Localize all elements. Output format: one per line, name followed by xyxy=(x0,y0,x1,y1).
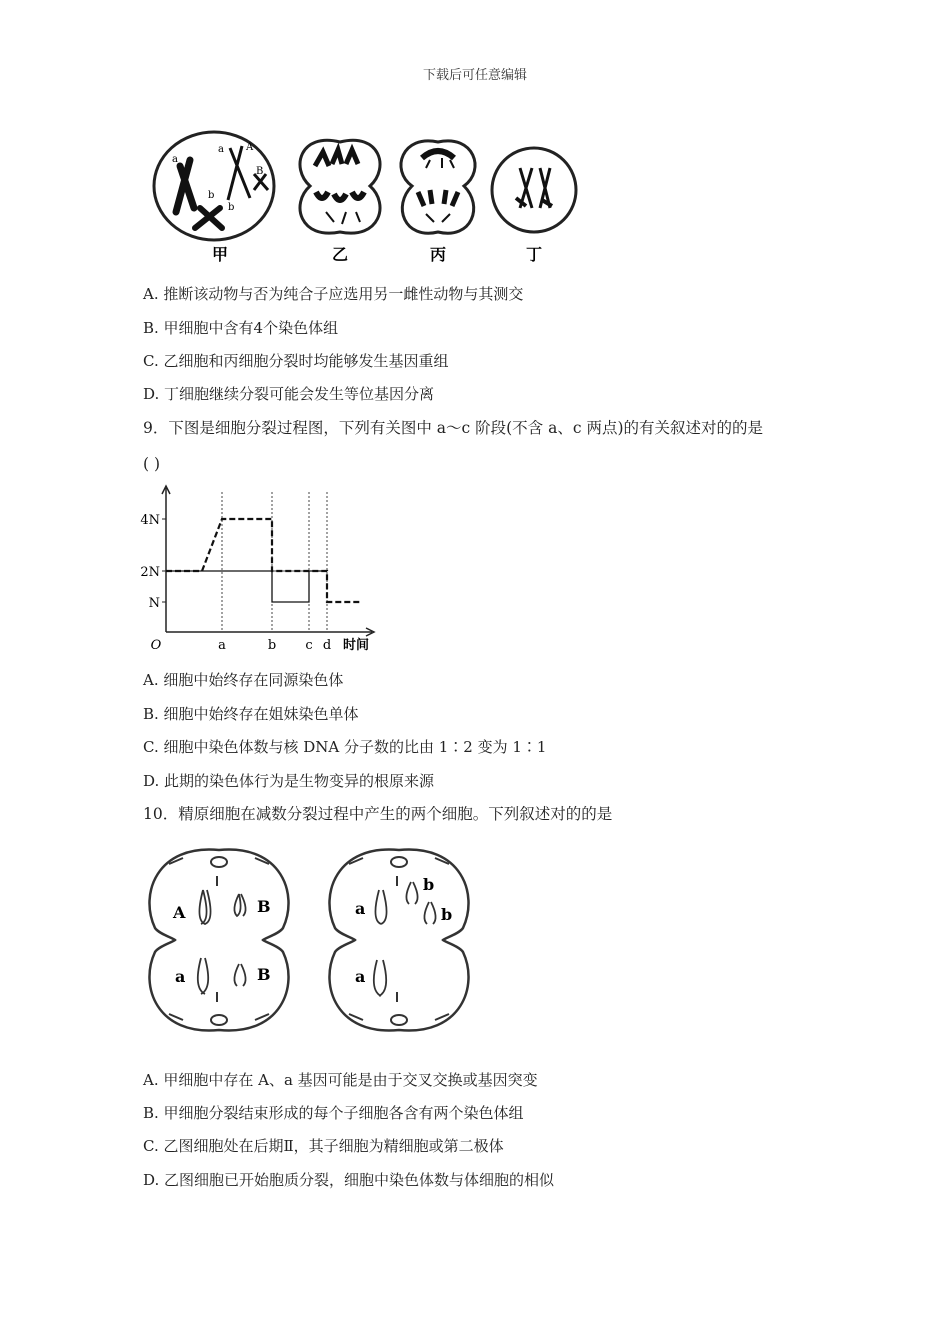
gene-label: b xyxy=(441,905,453,924)
x-tick-label: b xyxy=(267,638,277,653)
q10-stem: 10．精原细胞在减数分裂过程中产生的两个细胞。下列叙述对的的是 xyxy=(143,805,613,823)
q10-option-a: A. 甲细胞中存在 A、a 基因可能是由于交叉交换或基因突变 xyxy=(143,1071,538,1089)
cell-label-ding: 丁 xyxy=(525,245,543,264)
gene-label: b xyxy=(423,875,435,894)
cell-yi xyxy=(300,140,380,233)
x-tick-label: 时间 xyxy=(342,638,370,653)
q9-option-a: A. 细胞中始终存在同源染色体 xyxy=(143,671,344,689)
cell-label-bing: 丙 xyxy=(429,245,447,264)
gene-label: B xyxy=(257,965,271,984)
q10-option-b: B. 甲细胞分裂结束形成的每个子细胞各含有两个染色体组 xyxy=(143,1104,524,1122)
q9-paren: ( ) xyxy=(143,455,161,473)
x-tick-label: d xyxy=(322,638,332,653)
page-header: 下载后可任意编辑 xyxy=(422,68,527,83)
q9-option-b: B. 细胞中始终存在姐妹染色单体 xyxy=(143,705,359,723)
q8-option-c: C. 乙细胞和丙细胞分裂时均能够发生基因重组 xyxy=(143,352,449,370)
gene-label: a xyxy=(355,899,366,918)
gene-label: A xyxy=(246,142,254,153)
cell-jia xyxy=(154,132,274,240)
q10-option-c: C. 乙图细胞处在后期Ⅱ，其子细胞为精细胞或第二极体 xyxy=(143,1137,504,1155)
cell-2 xyxy=(329,850,468,1031)
cell-1 xyxy=(149,850,288,1031)
gene-label: a xyxy=(355,967,366,986)
q8-option-a: A. 推断该动物与否为纯合子应选用另一雌性动物与其测交 xyxy=(143,285,524,303)
cell-label-yi: 乙 xyxy=(331,245,349,264)
gene-label: B xyxy=(256,166,264,177)
gene-label: a xyxy=(175,967,186,986)
q8-option-b: B. 甲细胞中含有4个染色体组 xyxy=(143,319,339,337)
q9-stem: 9．下图是细胞分裂过程图，下列有关图中 a～c 阶段(不含 a、c 两点)的有关叙述对的的是 xyxy=(143,419,764,437)
q9-option-d: D. 此期的染色体行为是生物变异的根原来源 xyxy=(143,772,435,790)
x-tick-label: c xyxy=(305,638,313,653)
y-tick-label: 2N xyxy=(140,565,160,580)
cell-label-jia: 甲 xyxy=(211,245,229,264)
gene-label: b xyxy=(208,190,215,201)
q8-option-d: D. 丁细胞继续分裂可能会发生等位基因分离 xyxy=(143,385,435,403)
q10-option-d: D. 乙图细胞已开始胞质分裂，细胞中染色体数与体细胞的相似 xyxy=(143,1171,555,1189)
cell-ding xyxy=(492,148,576,232)
series-dashed xyxy=(166,519,362,602)
q10-figure xyxy=(145,842,475,1038)
gene-label: A xyxy=(173,903,186,922)
cell-bing xyxy=(401,141,475,233)
gene-label: B xyxy=(257,897,271,916)
x-tick-label: O xyxy=(150,638,162,653)
q9-chart xyxy=(140,482,380,658)
y-tick-label: 4N xyxy=(140,513,160,528)
q9-option-c: C. 细胞中染色体数与核 DNA 分子数的比由 1∶2 变为 1∶1 xyxy=(143,738,547,756)
y-tick-label: N xyxy=(148,596,160,611)
gene-label: b xyxy=(228,202,235,213)
cell-division-figure xyxy=(150,128,590,268)
x-tick-label: a xyxy=(218,638,226,653)
gene-label: a xyxy=(218,144,224,155)
series-solid xyxy=(166,571,327,602)
gene-label: a xyxy=(172,154,178,165)
